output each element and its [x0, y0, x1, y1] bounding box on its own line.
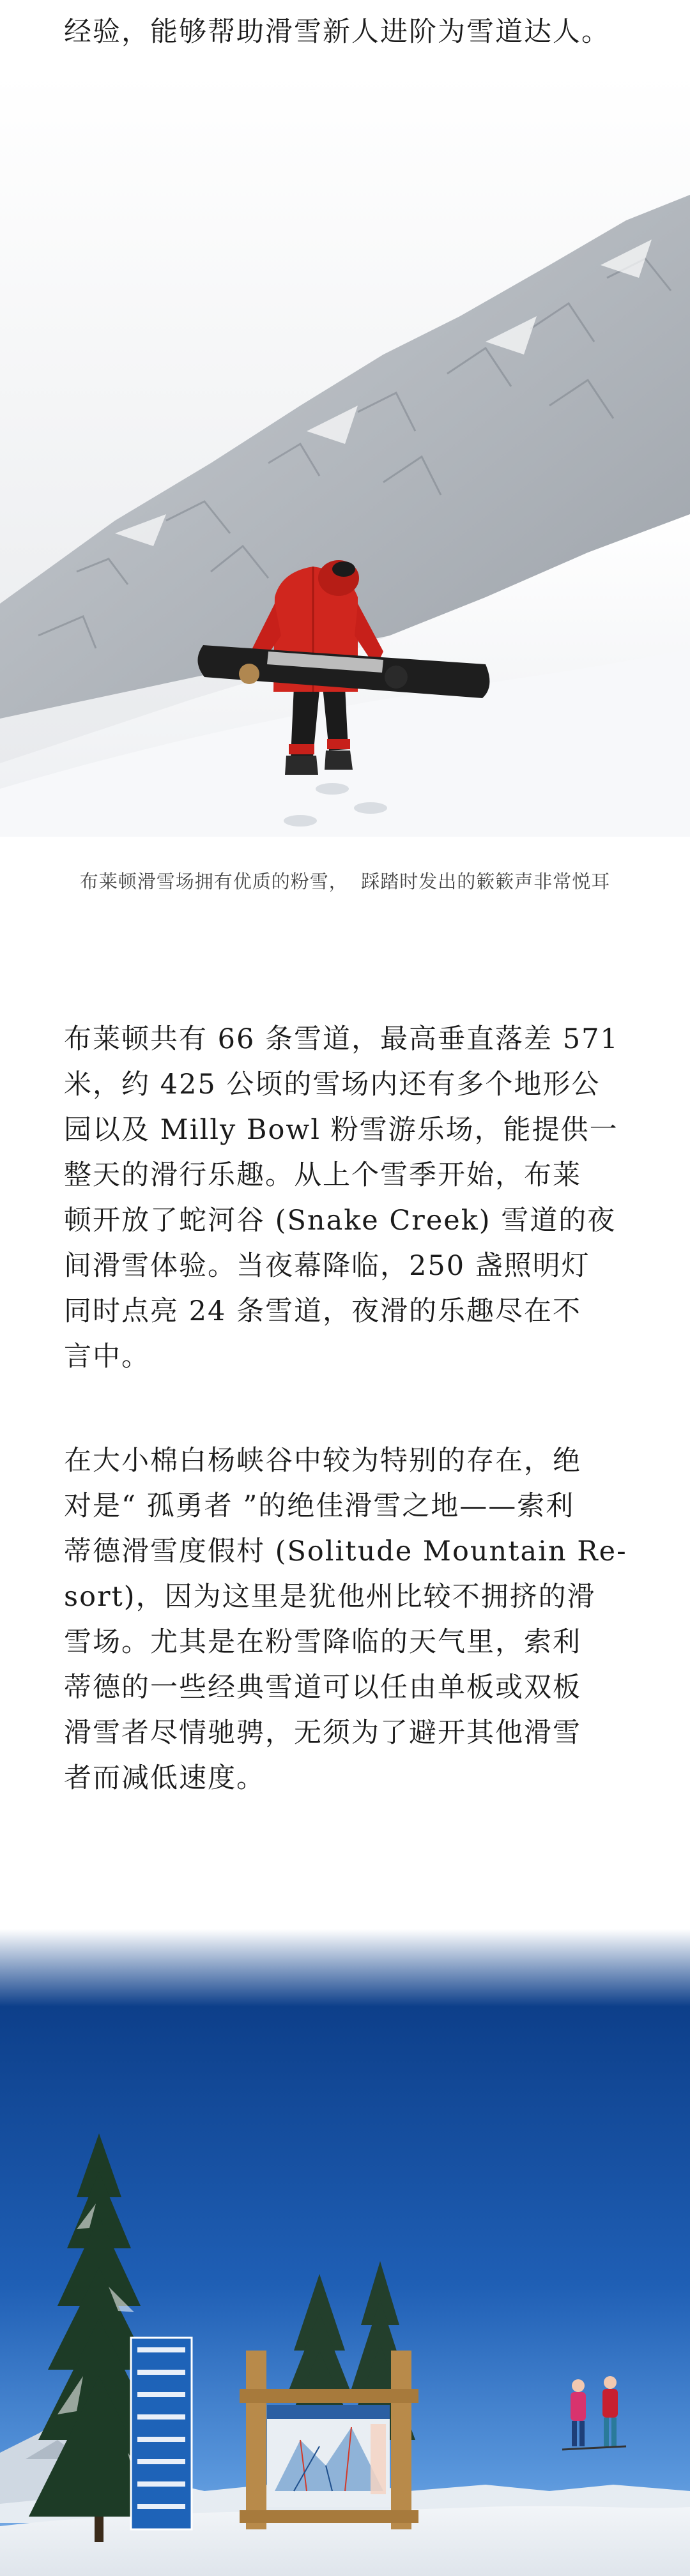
- text-line: 间滑雪体验。当夜幕降临，250 盏照明灯: [64, 1250, 590, 1282]
- text-line: 雪场。尤其是在粉雪降临的天气里，索利: [64, 1626, 581, 1658]
- ski-resort-photo: [0, 1929, 690, 2576]
- text-line: 经验，能够帮助滑雪新人进阶为雪道达人。: [64, 16, 610, 48]
- text-line: sort)，因为这里是犹他州比较不拥挤的滑: [64, 1581, 596, 1613]
- brighton-paragraph: [64, 1017, 639, 1380]
- text-line: 布莱顿共有 66 条雪道，最高垂直落差 571: [64, 1023, 619, 1055]
- photo-caption: 布莱顿滑雪场拥有优质的粉雪， 踩踏时发出的簌簌声非常悦耳: [79, 871, 611, 892]
- text-line: 对是“ 孤勇者 ”的绝佳滑雪之地——索利: [64, 1490, 575, 1522]
- text-line: 言中。: [64, 1341, 150, 1373]
- text-line: 同时点亮 24 条雪道，夜滑的乐趣尽在不: [64, 1295, 582, 1327]
- text-line: 整天的滑行乐趣。从上个雪季开始，布莱: [64, 1159, 581, 1191]
- text-line: 顿开放了蛇河谷 (Snake Creek) 雪道的夜: [64, 1205, 617, 1237]
- intro-paragraph: [64, 10, 639, 55]
- trail-direction-sign: [131, 2338, 192, 2529]
- text-line: 蒂德滑雪度假村 (Solitude Mountain Re-: [64, 1536, 627, 1567]
- solitude-paragraph: [64, 1438, 639, 1801]
- text-line: 米，约 425 公顷的雪场内还有多个地形公: [64, 1069, 601, 1101]
- text-line: 蒂德的一些经典雪道可以任由单板或双板: [64, 1672, 581, 1703]
- text-line: 在大小棉白杨峡谷中较为特别的存在，绝: [64, 1445, 581, 1477]
- text-line: 滑雪者尽情驰骋，无须为了避开其他滑雪: [64, 1717, 581, 1749]
- text-line: 者而减低速度。: [64, 1762, 265, 1794]
- snowboarder-photo: [0, 73, 690, 837]
- text-line: 园以及 Milly Bowl 粉雪游乐场，能提供一: [64, 1114, 618, 1146]
